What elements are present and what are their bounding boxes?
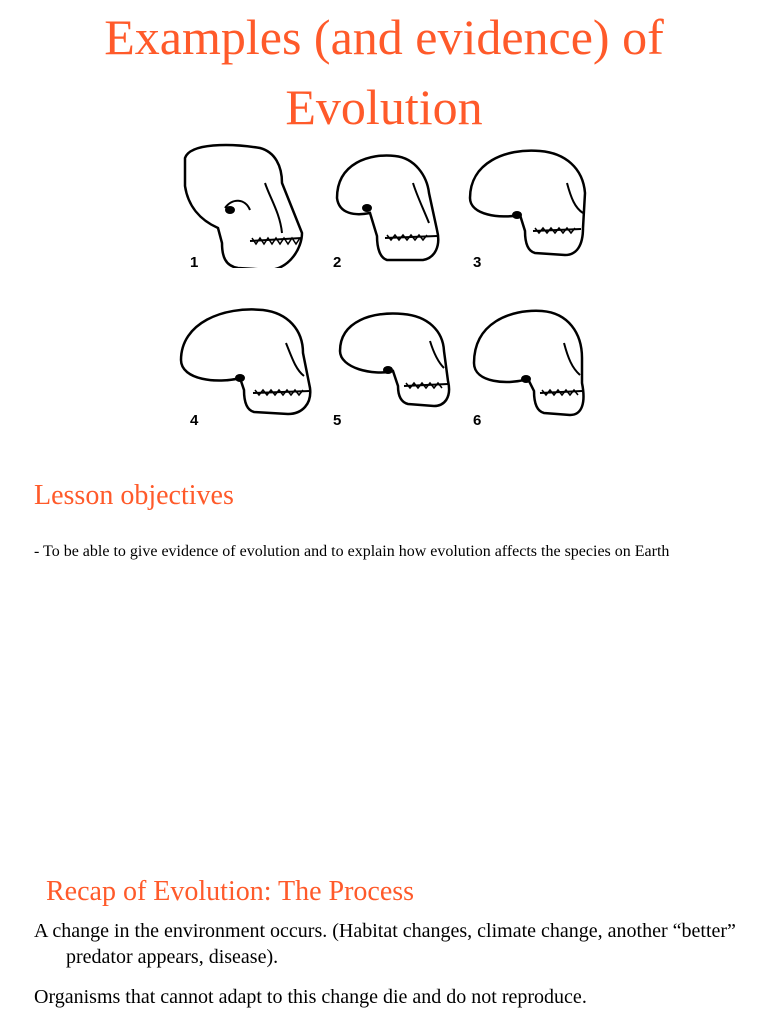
skull-3-image	[465, 143, 605, 273]
page-title: Examples (and evidence) of Evolution	[104, 9, 664, 135]
skull-2-image	[325, 148, 465, 278]
hominid-skull-icon	[338, 306, 478, 436]
skull-number: 4	[190, 412, 199, 429]
skull-6-image	[470, 303, 610, 433]
skull-evolution-figure	[170, 138, 610, 438]
hominid-skull-icon	[325, 148, 465, 278]
skull-1-image	[170, 138, 310, 268]
skull-number: 5	[333, 412, 342, 429]
lesson-objective-text: - To be able to give evidence of evolution and to explain how evolution affects the species on Earth	[34, 543, 670, 560]
skull-number: 2	[333, 254, 342, 271]
skull-number: 6	[473, 412, 482, 429]
ape-skull-icon	[170, 138, 310, 268]
skull-4-image	[178, 298, 318, 428]
skull-5-image	[338, 306, 478, 436]
skull-number: 3	[473, 254, 482, 271]
hominid-skull-icon	[178, 298, 318, 428]
recap-point: Organisms that cannot adapt to this change die and do not reproduce.	[34, 986, 587, 1008]
recap-point: A change in the environment occurs. (Habitat changes, climate change, another “better” predator appears, disease).	[34, 920, 736, 968]
hominid-skull-icon	[465, 143, 605, 273]
lesson-objectives-heading: Lesson objectives	[34, 480, 234, 511]
skull-number: 1	[190, 254, 199, 271]
recap-heading: Recap of Evolution: The Process	[46, 876, 415, 907]
human-skull-icon	[470, 303, 610, 433]
